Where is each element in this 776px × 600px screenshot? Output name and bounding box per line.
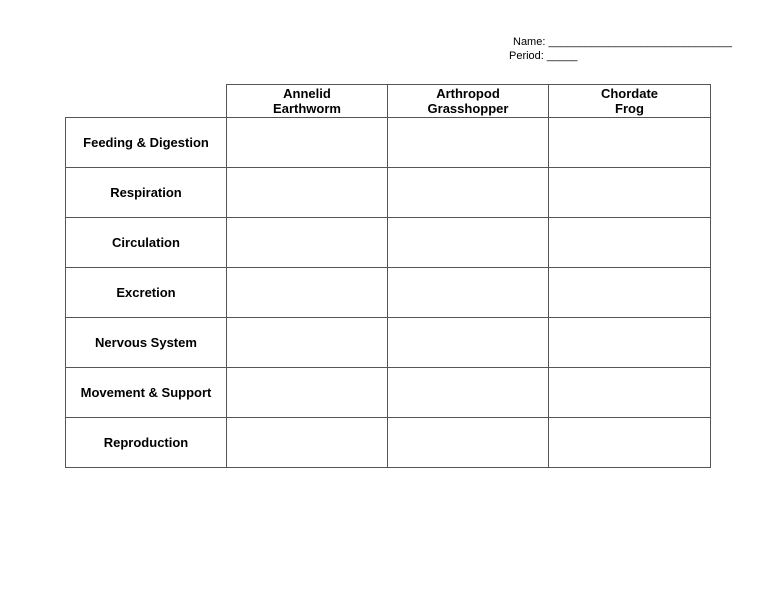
answer-cell[interactable]: [227, 418, 388, 468]
answer-cell[interactable]: [227, 268, 388, 318]
column-organism: Grasshopper: [427, 101, 509, 116]
student-info-header: [500, 35, 760, 63]
answer-cell[interactable]: [388, 418, 549, 468]
table-row: [66, 368, 711, 418]
row-header-circulation: Circulation: [66, 218, 227, 268]
answer-cell[interactable]: [549, 268, 711, 318]
answer-cell[interactable]: [549, 218, 711, 268]
column-organism: Frog: [615, 101, 644, 116]
answer-cell[interactable]: [227, 118, 388, 168]
name-label: Name:: [513, 36, 546, 48]
row-header-reproduction: Reproduction: [66, 418, 227, 468]
answer-cell[interactable]: [549, 418, 711, 468]
answer-cell[interactable]: [388, 168, 549, 218]
answer-cell[interactable]: [549, 368, 711, 418]
table-header-row: [66, 85, 711, 118]
period-blank[interactable]: _____: [546, 50, 578, 62]
row-header-movement-support: Movement & Support: [66, 368, 227, 418]
answer-cell[interactable]: [388, 368, 549, 418]
answer-cell[interactable]: [549, 318, 711, 368]
column-group: Arthropod: [436, 86, 500, 101]
table-row: [66, 118, 711, 168]
answer-cell[interactable]: [227, 218, 388, 268]
table-row: [66, 318, 711, 368]
answer-cell[interactable]: [549, 168, 711, 218]
period-label: Period:: [509, 50, 544, 62]
answer-cell[interactable]: [388, 218, 549, 268]
row-header-nervous-system: Nervous System: [66, 318, 227, 368]
period-line[interactable]: [500, 49, 760, 63]
answer-cell[interactable]: [549, 118, 711, 168]
answer-cell[interactable]: [388, 318, 549, 368]
name-line[interactable]: [500, 35, 760, 49]
row-header-respiration: Respiration: [66, 168, 227, 218]
column-header-chordate: [549, 85, 711, 118]
column-group: Chordate: [600, 86, 659, 101]
answer-cell[interactable]: [388, 268, 549, 318]
table-row: [66, 418, 711, 468]
answer-cell[interactable]: [227, 368, 388, 418]
column-header-annelid: [227, 85, 388, 118]
row-header-excretion: Excretion: [66, 268, 227, 318]
table-corner: [66, 85, 227, 118]
column-group: Annelid: [283, 86, 331, 101]
column-header-arthropod: [388, 85, 549, 118]
comparison-table: [65, 84, 711, 468]
row-header-feeding-digestion: Feeding & Digestion: [66, 118, 227, 168]
table-row: [66, 168, 711, 218]
answer-cell[interactable]: [227, 318, 388, 368]
answer-cell[interactable]: [388, 118, 549, 168]
table-row: [66, 218, 711, 268]
name-blank[interactable]: ______________________________: [548, 36, 732, 48]
answer-cell[interactable]: [227, 168, 388, 218]
column-organism: Earthworm: [273, 101, 341, 116]
table-row: [66, 268, 711, 318]
